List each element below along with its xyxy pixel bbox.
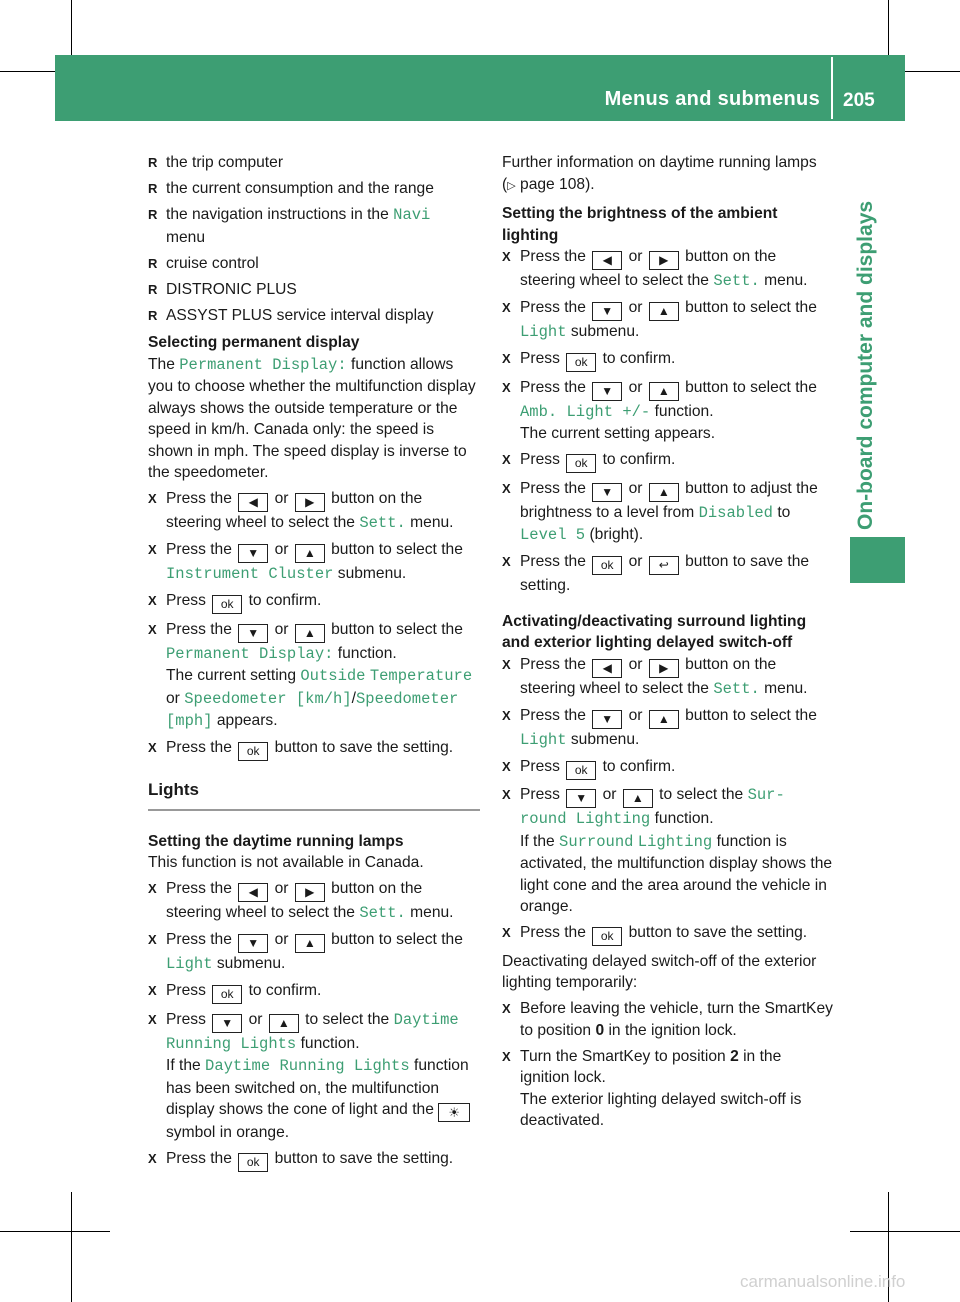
text-span: ▲	[649, 483, 679, 502]
text-span: Outside	[300, 667, 366, 685]
paragraph: Deactivating delayed switch-off of the exterior lighting temporarily:	[502, 952, 817, 991]
header-divider	[831, 57, 833, 119]
step	[502, 348, 834, 372]
text-span: button to save the setting.	[628, 924, 808, 941]
step	[148, 1009, 480, 1144]
text-span: button on the steering wheel to select the	[520, 248, 777, 289]
step	[502, 705, 834, 752]
text-span: ▼	[566, 789, 596, 808]
text-span: X	[502, 300, 511, 315]
text-span: button on the steering wheel to select the	[166, 490, 423, 531]
text-span: ▲	[295, 624, 325, 643]
text-span: Permanent Display:	[166, 644, 334, 663]
text-span: the trip computer	[166, 154, 284, 171]
text-span: ok	[566, 761, 596, 780]
step	[502, 297, 834, 344]
text-span	[850, 1231, 960, 1232]
text-span: X	[502, 249, 511, 264]
text-span: ok	[238, 742, 268, 761]
text-span: to confirm.	[602, 350, 676, 367]
text-span: menu.	[410, 904, 454, 921]
text-span: ▶	[649, 659, 679, 678]
step	[502, 1046, 834, 1132]
text-span: ◀	[238, 493, 268, 512]
text-span: ▼	[238, 624, 268, 643]
text-span: Press the	[520, 924, 586, 941]
text-span: X	[502, 452, 511, 467]
text-span: DISTRONIC PLUS	[166, 280, 297, 298]
list-item	[148, 253, 480, 275]
step	[502, 784, 834, 918]
text-span: submenu.	[216, 955, 286, 972]
text-span: ▶	[295, 883, 325, 902]
text-span: Press the	[166, 541, 232, 558]
text-span: the navigation instructions in the	[166, 206, 389, 223]
watermark: carmanualsonline.info	[740, 1272, 906, 1291]
text-span: function allows you to choose whether the multifunction display always shows the outside temperature or the speed in km/h. Canada only: the speed is shown in mph. The speed display is inverse to the speedometer.	[148, 355, 476, 481]
text-span: ok	[566, 454, 596, 473]
text-span: or	[628, 248, 643, 265]
text-span: to	[777, 503, 791, 521]
text-span: Press	[520, 350, 560, 367]
text-span: R	[148, 155, 158, 170]
text-span: ▼	[592, 302, 622, 321]
step	[148, 737, 480, 761]
text-span: ▼	[212, 1014, 242, 1033]
text-span: to select the	[659, 786, 744, 803]
text-span: Press the	[166, 880, 232, 897]
text-span: to confirm.	[248, 982, 322, 999]
text-span: Press the	[520, 378, 586, 396]
text-span: X	[502, 758, 511, 774]
text-span: button to save the setting.	[274, 1150, 454, 1167]
right-column	[502, 152, 834, 1136]
text-span: ◀	[592, 659, 622, 678]
step	[148, 488, 480, 535]
text-span: Sur-	[747, 786, 785, 804]
text-span: submenu.	[570, 730, 640, 748]
text-span: function.	[654, 810, 714, 827]
text-span: ▼	[592, 382, 622, 401]
text-span: button to select the	[685, 378, 817, 396]
text-span: Daytime Running Lights	[205, 1057, 410, 1075]
step	[502, 246, 834, 293]
text-span: Press the	[520, 248, 586, 265]
text-span: ▼	[592, 483, 622, 502]
text-span: Press	[520, 451, 560, 468]
text-span: cruise control	[166, 254, 259, 272]
step	[502, 998, 834, 1041]
text-span: X	[502, 351, 511, 366]
text-span: X	[148, 932, 157, 947]
text-span: Speedometer	[356, 689, 459, 708]
text-span: ◀	[592, 251, 622, 270]
text-span: to select the	[305, 1010, 390, 1028]
text-span: button on the steering wheel to select the	[166, 880, 423, 921]
text-span: ok	[592, 556, 622, 575]
text-span: X	[148, 1011, 157, 1027]
text-span: ◀	[238, 883, 268, 902]
list-item	[148, 279, 480, 301]
text-span: Daytime	[393, 1010, 459, 1029]
text-span: X	[502, 480, 511, 496]
text-span: X	[148, 491, 157, 506]
text-span: or	[274, 620, 289, 638]
paragraph	[148, 354, 480, 484]
text-span: to confirm.	[602, 451, 676, 468]
text-span: page 108	[520, 175, 586, 193]
left-column	[148, 152, 480, 1177]
heading: Activating/deactivating surround lighting and exterior lighting delayed switch-off	[502, 612, 807, 651]
text-span: menu	[166, 228, 206, 246]
text-span: Press the	[166, 620, 232, 638]
text-span: menu.	[410, 514, 454, 531]
text-span: Instrument Cluster	[166, 565, 334, 583]
text-span: Sett.	[713, 272, 760, 290]
text-span	[0, 1231, 110, 1232]
text-span: If the	[166, 1057, 201, 1074]
text-span: Turn the SmartKey to position	[520, 1047, 726, 1065]
text-span: ▲	[295, 544, 325, 563]
text-span: or	[248, 1010, 263, 1028]
page-number: 205	[843, 90, 875, 111]
text-span: X	[148, 881, 157, 896]
text-span: The exterior lighting delayed switch-off is deactivated.	[520, 1090, 802, 1129]
text-span: Press	[520, 757, 560, 775]
text-span: Press the	[520, 299, 586, 316]
text-span: menu.	[764, 272, 808, 289]
text-span: X	[148, 621, 157, 637]
text-span: [mph]	[166, 712, 213, 730]
text-span: Amb. Light +/-	[520, 402, 651, 421]
step	[148, 980, 480, 1004]
text-span: X	[502, 379, 511, 395]
text-span: Press the	[166, 1150, 232, 1167]
text-span: If the	[520, 832, 555, 850]
text-span: in the ignition lock.	[520, 1047, 782, 1086]
text-span: The current setting	[166, 667, 297, 684]
text-span: appears.	[216, 712, 278, 729]
text-span: or	[166, 689, 180, 707]
text-span: Running Lights	[166, 1034, 297, 1053]
text-span: submenu.	[570, 323, 640, 340]
text-span: Temperature	[369, 667, 473, 685]
text-span: Level 5	[520, 526, 586, 544]
text-span: Light	[520, 730, 567, 749]
text-span: Before leaving the vehicle, turn the SmartKey to position	[520, 1000, 833, 1039]
step	[502, 922, 834, 946]
list-item	[148, 178, 480, 200]
text-span: Press the	[166, 739, 232, 756]
text-span: (bright).	[589, 526, 644, 543]
text-span: X	[148, 740, 157, 755]
text-span: R	[148, 255, 158, 271]
text-span: button to select the	[331, 931, 463, 948]
text-span: ASSYST PLUS service interval display	[166, 306, 434, 324]
text-span: or	[274, 490, 289, 507]
text-span: submenu.	[337, 565, 407, 582]
text-span: or	[628, 378, 643, 396]
text-span: button to save the setting.	[520, 553, 810, 594]
text-span: Light	[166, 955, 213, 973]
text-span: symbol in orange.	[166, 1124, 290, 1141]
step	[502, 377, 834, 445]
text-span: ).	[585, 175, 595, 193]
step	[148, 929, 480, 976]
text-span: ▶	[649, 251, 679, 270]
text-span: Press	[166, 982, 206, 999]
text-span: ↩	[649, 556, 679, 575]
text-span: Sett.	[713, 679, 760, 698]
heading: Selecting permanent display	[148, 334, 360, 351]
text-span: ok	[238, 1153, 268, 1172]
text-span: in the ignition lock.	[608, 1021, 737, 1039]
text-span: button to select the	[331, 541, 463, 558]
text-span: button to select the	[331, 620, 463, 638]
text-span: or	[628, 299, 643, 316]
text-span: X	[502, 787, 511, 802]
text-span: Navi	[393, 206, 431, 224]
step	[148, 539, 480, 586]
text-span: Press the	[166, 931, 232, 948]
section-heading: Lights	[148, 779, 480, 811]
text-span: ok	[212, 985, 242, 1004]
heading: Setting the brightness of the ambient lighting	[502, 205, 778, 244]
text-span: button to select the	[685, 706, 817, 724]
text-span: Lighting	[637, 832, 713, 851]
text-span: ok	[592, 927, 622, 946]
text-span: Press	[166, 1010, 206, 1028]
text-span: Sett.	[359, 904, 406, 922]
text-span: menu.	[764, 679, 808, 697]
step	[502, 654, 834, 701]
step	[502, 551, 834, 597]
text-span: ▲	[649, 302, 679, 321]
text-span: ▲	[649, 382, 679, 401]
text-span: Press	[520, 786, 560, 803]
text-span: R	[148, 281, 158, 297]
text-span: X	[502, 656, 511, 672]
list-item	[148, 204, 480, 248]
text-span	[71, 1192, 72, 1302]
step	[148, 619, 480, 733]
text-span: ▲	[623, 789, 653, 808]
text-span: ok	[212, 595, 242, 614]
text-span: R	[148, 181, 158, 196]
text-span: or	[628, 553, 643, 570]
text-span: X	[148, 983, 157, 998]
text-span: or	[602, 786, 617, 803]
text-span: ▶	[295, 493, 325, 512]
text-span: to confirm.	[602, 757, 676, 775]
page-title: Menus and submenus	[604, 88, 820, 110]
text-span: X	[148, 542, 157, 557]
text-span: Disabled	[698, 503, 773, 522]
text-span: Press	[166, 592, 206, 609]
text-span: the current consumption and the range	[166, 180, 434, 197]
text-span: X	[148, 1151, 157, 1166]
text-span: function.	[337, 644, 397, 662]
text-span: Press the	[520, 553, 586, 570]
text-span: or	[274, 880, 289, 897]
step	[502, 449, 834, 473]
ref-icon: ▷	[507, 179, 516, 192]
text-span: function has been switched on, the multifunction display shows the cone of light and the	[166, 1057, 469, 1118]
text-span: Speedometer [km/h]	[184, 689, 352, 708]
step	[148, 590, 480, 614]
text-span: ▼	[238, 544, 268, 563]
text-span: function is activated, the multifunction display shows the light cone and the area around the vehicle in orange.	[520, 832, 833, 915]
text-span: or	[274, 931, 289, 948]
text-span: Light	[520, 323, 567, 341]
text-span: X	[502, 1048, 511, 1064]
text-span: function.	[654, 402, 714, 420]
step	[148, 1148, 480, 1172]
text-span: button to select the	[685, 299, 817, 316]
step	[148, 878, 480, 925]
paragraph	[502, 152, 834, 197]
text-span: or	[628, 706, 643, 724]
text-span: ▼	[592, 710, 622, 729]
text-span: X	[502, 1001, 511, 1016]
text-span: X	[502, 925, 511, 940]
text-span: round Lighting	[520, 810, 651, 828]
text-span: ▲	[649, 710, 679, 729]
list-item	[148, 305, 480, 327]
text-span: Surround	[559, 832, 634, 851]
text-span: X	[148, 593, 157, 608]
heading: Setting the daytime running lamps	[148, 832, 404, 850]
text-span: The current setting appears.	[520, 425, 716, 442]
text-span: function.	[300, 1034, 360, 1052]
text-span: R	[148, 207, 158, 222]
text-span: button on the steering wheel to select the	[520, 655, 777, 697]
text-span: Permanent Display:	[179, 355, 347, 374]
text-span: or	[628, 479, 643, 497]
text-span: R	[148, 307, 158, 323]
text-span: button to save the setting.	[274, 739, 454, 756]
step	[502, 756, 834, 780]
sun-icon: ☀	[438, 1103, 470, 1122]
text-span: Sett.	[359, 514, 406, 532]
step	[502, 478, 834, 547]
text-span: ▲	[269, 1014, 299, 1033]
text-span: ▲	[295, 934, 325, 953]
text-span: The	[148, 355, 175, 373]
text-span: X	[502, 707, 511, 723]
text-span: /	[351, 689, 356, 707]
text-span: ok	[566, 353, 596, 372]
text-span: Further information on daytime running lamps (	[502, 154, 817, 193]
text-span: to confirm.	[248, 592, 322, 609]
text-span: or	[628, 655, 643, 673]
section-marker	[850, 537, 905, 583]
text-span: Press the	[520, 655, 586, 673]
text-span: 2	[730, 1047, 739, 1065]
text-span: Press the	[520, 479, 586, 497]
text-span: Press the	[166, 490, 232, 507]
list-item	[148, 152, 480, 174]
text-span: Press the	[520, 706, 586, 724]
text-span: ▼	[238, 934, 268, 953]
paragraph: This function is not available in Canada.	[148, 854, 424, 871]
section-label: On-board computer and displays	[854, 200, 877, 530]
text-span: button to adjust the brightness to a level from	[520, 479, 818, 521]
text-span: or	[274, 541, 289, 558]
text-span: 0	[595, 1021, 605, 1039]
text-span: X	[502, 554, 511, 569]
